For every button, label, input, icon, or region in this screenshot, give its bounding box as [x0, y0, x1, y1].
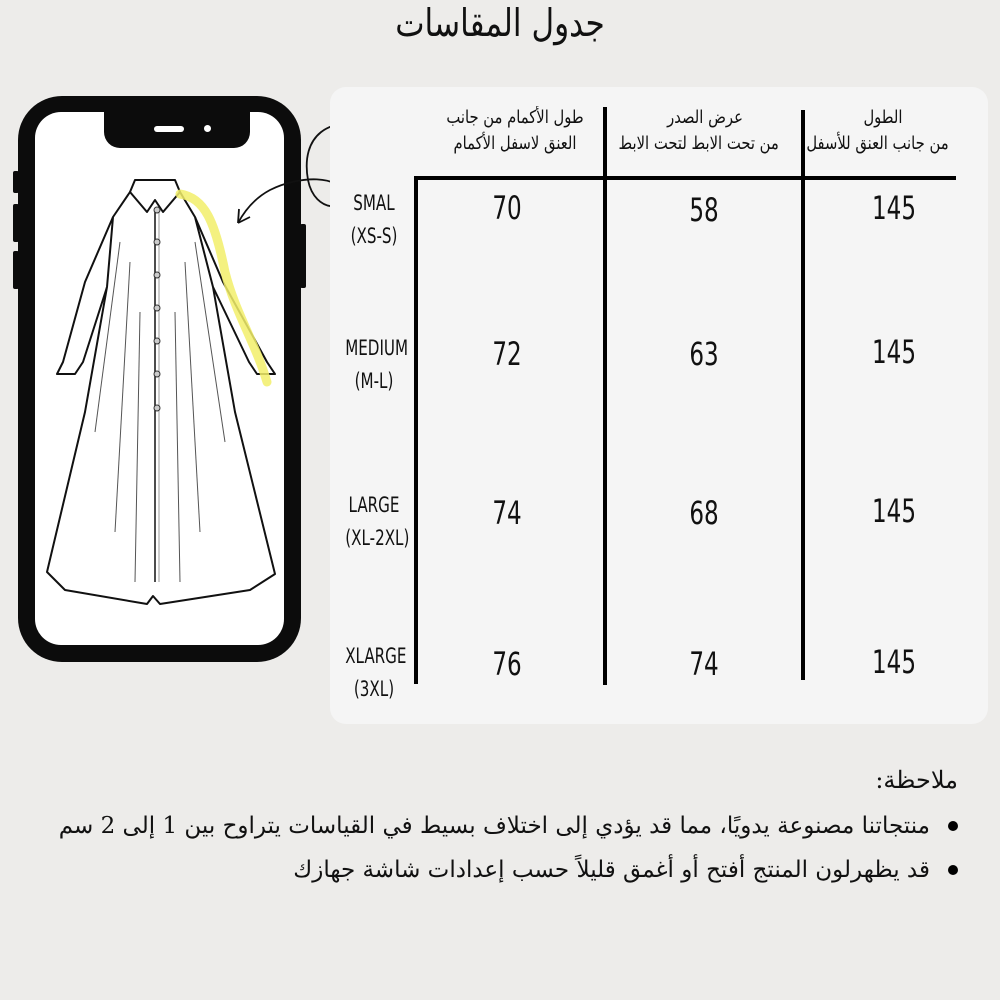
notes-section	[58, 762, 958, 900]
column-header-subtitle: من جانب العنق للأسفل	[806, 133, 949, 154]
column-header-subtitle: من تحت الابط لتحت الابط	[618, 133, 779, 154]
phone-side-button	[13, 171, 19, 193]
size-chart-panel	[330, 87, 988, 724]
size-label-xlarge	[345, 640, 407, 706]
size-label-large	[345, 489, 410, 555]
column-header-title: طول الأكمام من جانب	[446, 107, 584, 128]
note-text: منتجاتنا مصنوعة يدويًا، مما قد يؤدي إلى اختلاف بسيط في القياسات يتراوح بين 1 إلى 2 سم	[58, 813, 930, 839]
cell-sleeve: 74	[492, 494, 522, 532]
size-range: (M-L)	[354, 369, 394, 393]
cell-length: 145	[872, 492, 916, 530]
cell-chest: 58	[689, 191, 719, 229]
cell-length: 145	[872, 643, 916, 681]
column-header-sleeve	[441, 105, 589, 157]
size-name: SMAL	[353, 191, 395, 215]
column-header-title: الطول	[863, 107, 903, 128]
size-range: (XL-2XL)	[345, 526, 410, 550]
cell-chest: 74	[689, 645, 719, 683]
cell-length: 145	[872, 333, 916, 371]
note-item	[58, 856, 958, 884]
cell-length: 145	[872, 189, 916, 227]
notes-title: ملاحظة:	[875, 766, 958, 794]
size-name: MEDIUM	[345, 336, 409, 360]
cell-chest: 63	[689, 335, 719, 373]
note-item	[58, 812, 958, 840]
column-header-length	[806, 105, 949, 157]
table-column-divider	[603, 107, 607, 685]
table-column-divider	[801, 110, 805, 680]
column-header-title: عرض الصدر	[667, 107, 743, 128]
column-header-chest	[618, 105, 779, 157]
bullet-icon	[948, 821, 958, 831]
bullet-icon	[948, 865, 958, 875]
cell-sleeve: 76	[492, 645, 522, 683]
size-range: (3XL)	[353, 677, 395, 701]
cell-sleeve: 72	[492, 335, 522, 373]
phone-side-button	[13, 204, 19, 242]
size-range: (XS-S)	[350, 224, 398, 248]
note-text: قد يظهرلون المنتج أفتح أو أغمق قليلاً حسب إعدادات شاشة جهازك	[293, 857, 930, 883]
phone-side-button	[13, 251, 19, 289]
size-name: LARGE	[348, 493, 400, 517]
cell-sleeve: 70	[492, 189, 522, 227]
cell-chest: 68	[689, 494, 719, 532]
table-column-divider	[414, 176, 418, 684]
size-label-small	[345, 187, 403, 253]
size-label-medium	[345, 332, 409, 398]
page-title: جدول المقاسات	[395, 1, 605, 45]
column-header-subtitle: العنق لاسفل الأكمام	[453, 133, 577, 154]
size-name: XLARGE	[345, 644, 407, 668]
table-header-divider	[416, 176, 956, 180]
